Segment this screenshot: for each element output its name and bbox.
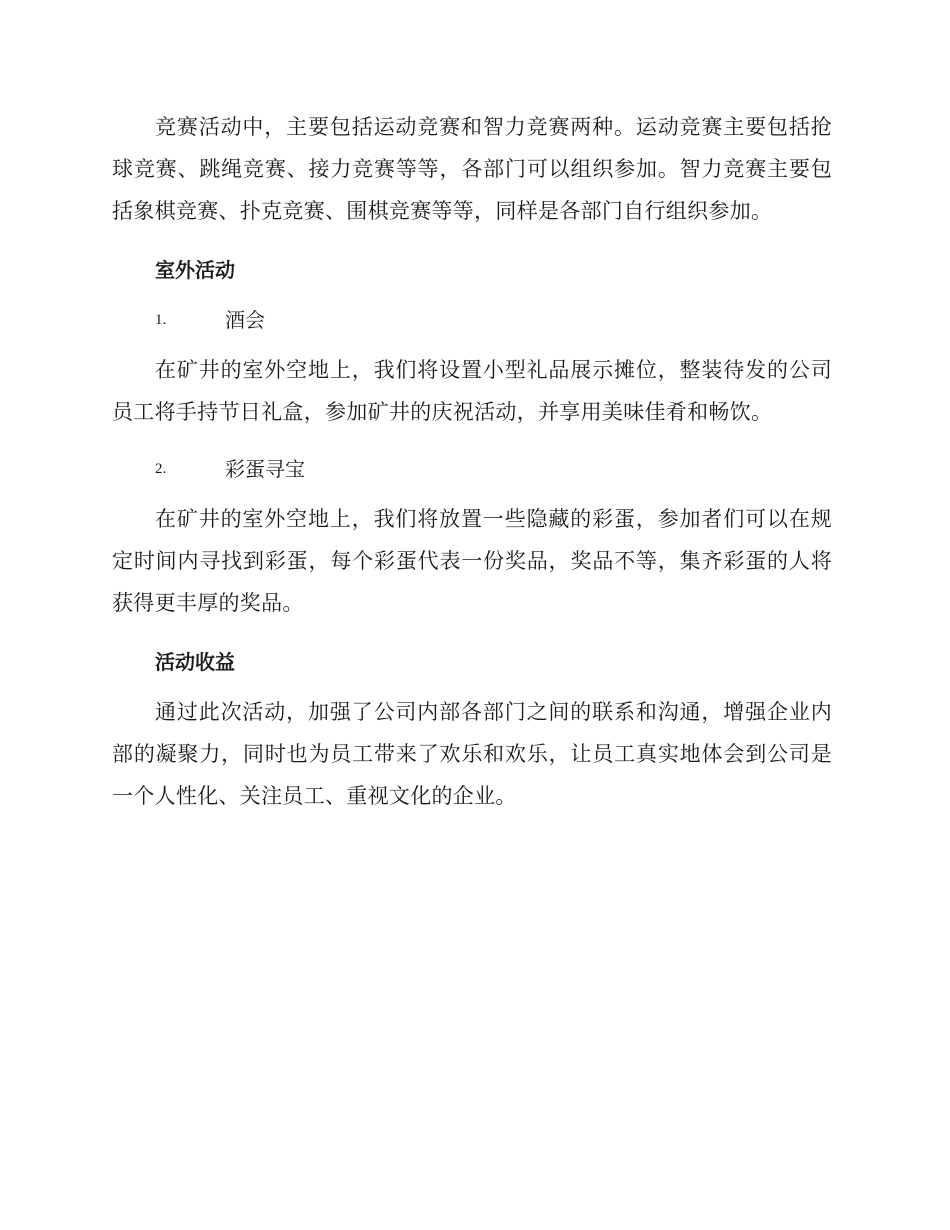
paragraph-benefits: 通过此次活动，加强了公司内部各部门之间的联系和沟通，增强企业内部的凝聚力，同时也为员工带来了欢乐和欢乐，让员工真实地体会到公司是一个人性化、关注员工、重视文化的企业。 bbox=[112, 700, 832, 808]
heading-outdoor-activities: 室外活动 bbox=[155, 258, 235, 282]
paragraph-egg-hunt: 在矿井的室外空地上，我们将放置一些隐藏的彩蛋，参加者们可以在规定时间内寻找到彩蛋，每个彩蛋代表一份奖品，奖品不等，集齐彩蛋的人将获得更丰厚的奖品。 bbox=[112, 507, 832, 615]
list-label: 彩蛋寻宝 bbox=[225, 457, 305, 481]
list-number: 2. bbox=[155, 461, 167, 477]
document-page bbox=[112, 106, 832, 817]
heading-activity-benefits: 活动收益 bbox=[155, 650, 235, 674]
paragraph-reception: 在矿井的室外空地上，我们将设置小型礼品展示摊位，整装待发的公司员工将手持节日礼盒，参加矿井的庆祝活动，并享用美味佳肴和畅饮。 bbox=[112, 358, 832, 424]
list-item-reception bbox=[112, 299, 832, 341]
list-number: 1. bbox=[155, 312, 167, 328]
list-label: 酒会 bbox=[225, 308, 265, 332]
paragraph-competition: 竞赛活动中，主要包括运动竞赛和智力竞赛两种。运动竞赛主要包括抢球竞赛、跳绳竞赛、接力竞赛等等，各部门可以组织参加。智力竞赛主要包括象棋竞赛、扑克竞赛、围棋竞赛等等，同样是各部门自行组织参加。 bbox=[112, 115, 832, 223]
list-item-egg-hunt bbox=[112, 448, 832, 490]
